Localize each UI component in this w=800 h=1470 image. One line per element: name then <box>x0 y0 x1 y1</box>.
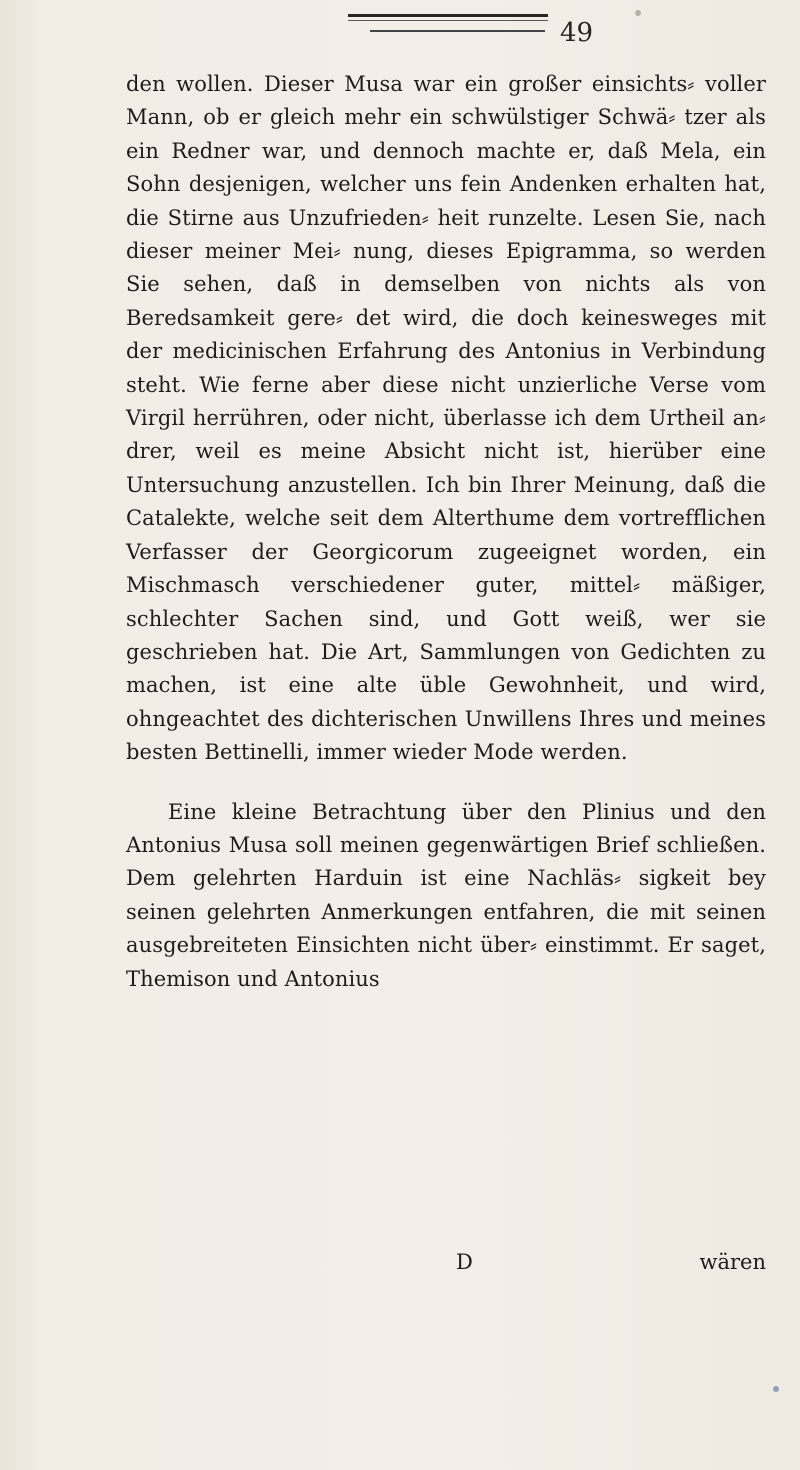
paragraph-1: den wollen. Dieser Musa war ein großer einsichts⸗ voller Mann, ob er gleich mehr ein schwülstiger Schwä⸗ tzer als ein Redner war, und dennoch machte er, daß Mela, ein Sohn desjenigen, welcher uns fein Andenken erhalten hat, die Stirne aus Unzufrieden⸗ heit runzelte. Lesen Sie, nach dieser meiner Mei⸗ nung, dieses Epigramma, so werden Sie sehen, daß in demselben von nichts als von Beredsamkeit gere⸗ det wird, die doch keinesweges mit der medicinischen Erfahrung des Antonius in Verbindung steht. Wie ferne aber diese nicht unzierliche Verse vom Virgil herrühren, oder nicht, überlasse ich dem Urtheil an⸗ drer, weil es meine Absicht nicht ist, hierüber eine Untersuchung anzustellen. Ich bin Ihrer Meinung, daß die Catalekte, welche seit dem Alterthume dem vortrefflichen Verfasser der Georgicorum zugeeignet worden, ein Mischmasch verschiedener guter, mittel⸗ mäßiger, schlechter Sachen sind, und Gott weiß, wer sie geschrieben hat. Die Art, Sammlungen von Gedichten zu machen, ist eine alte üble Gewohnheit, und wird, ohngeachtet des dichterischen Unwillens Ihres und meines besten Bettinelli, immer wieder Mode werden. <box>126 72 766 765</box>
header-rule-lower <box>370 30 545 32</box>
paper-speck <box>773 1386 779 1392</box>
header-rule <box>348 14 548 17</box>
header-rule-thin <box>348 20 548 21</box>
catchword: wären <box>699 1250 766 1274</box>
body-text <box>126 68 766 996</box>
paragraph-2: Eine kleine Betrachtung über den Plinius und den Antonius Musa soll meinen gegenwärtigen Brief schließen. Dem gelehrten Harduin ist eine Nachläs⸗ sigkeit bey seinen gelehrten Anmerkungen entfahren, die mit seinen ausgebreiteten Einsichten nicht über⸗ einstimmt. Er saget, Themison und Antonius <box>126 799 766 991</box>
signature-mark: D <box>456 1250 473 1274</box>
footer-line <box>126 1250 766 1284</box>
paper-speck <box>635 10 641 16</box>
page-number: 49 <box>560 18 594 48</box>
